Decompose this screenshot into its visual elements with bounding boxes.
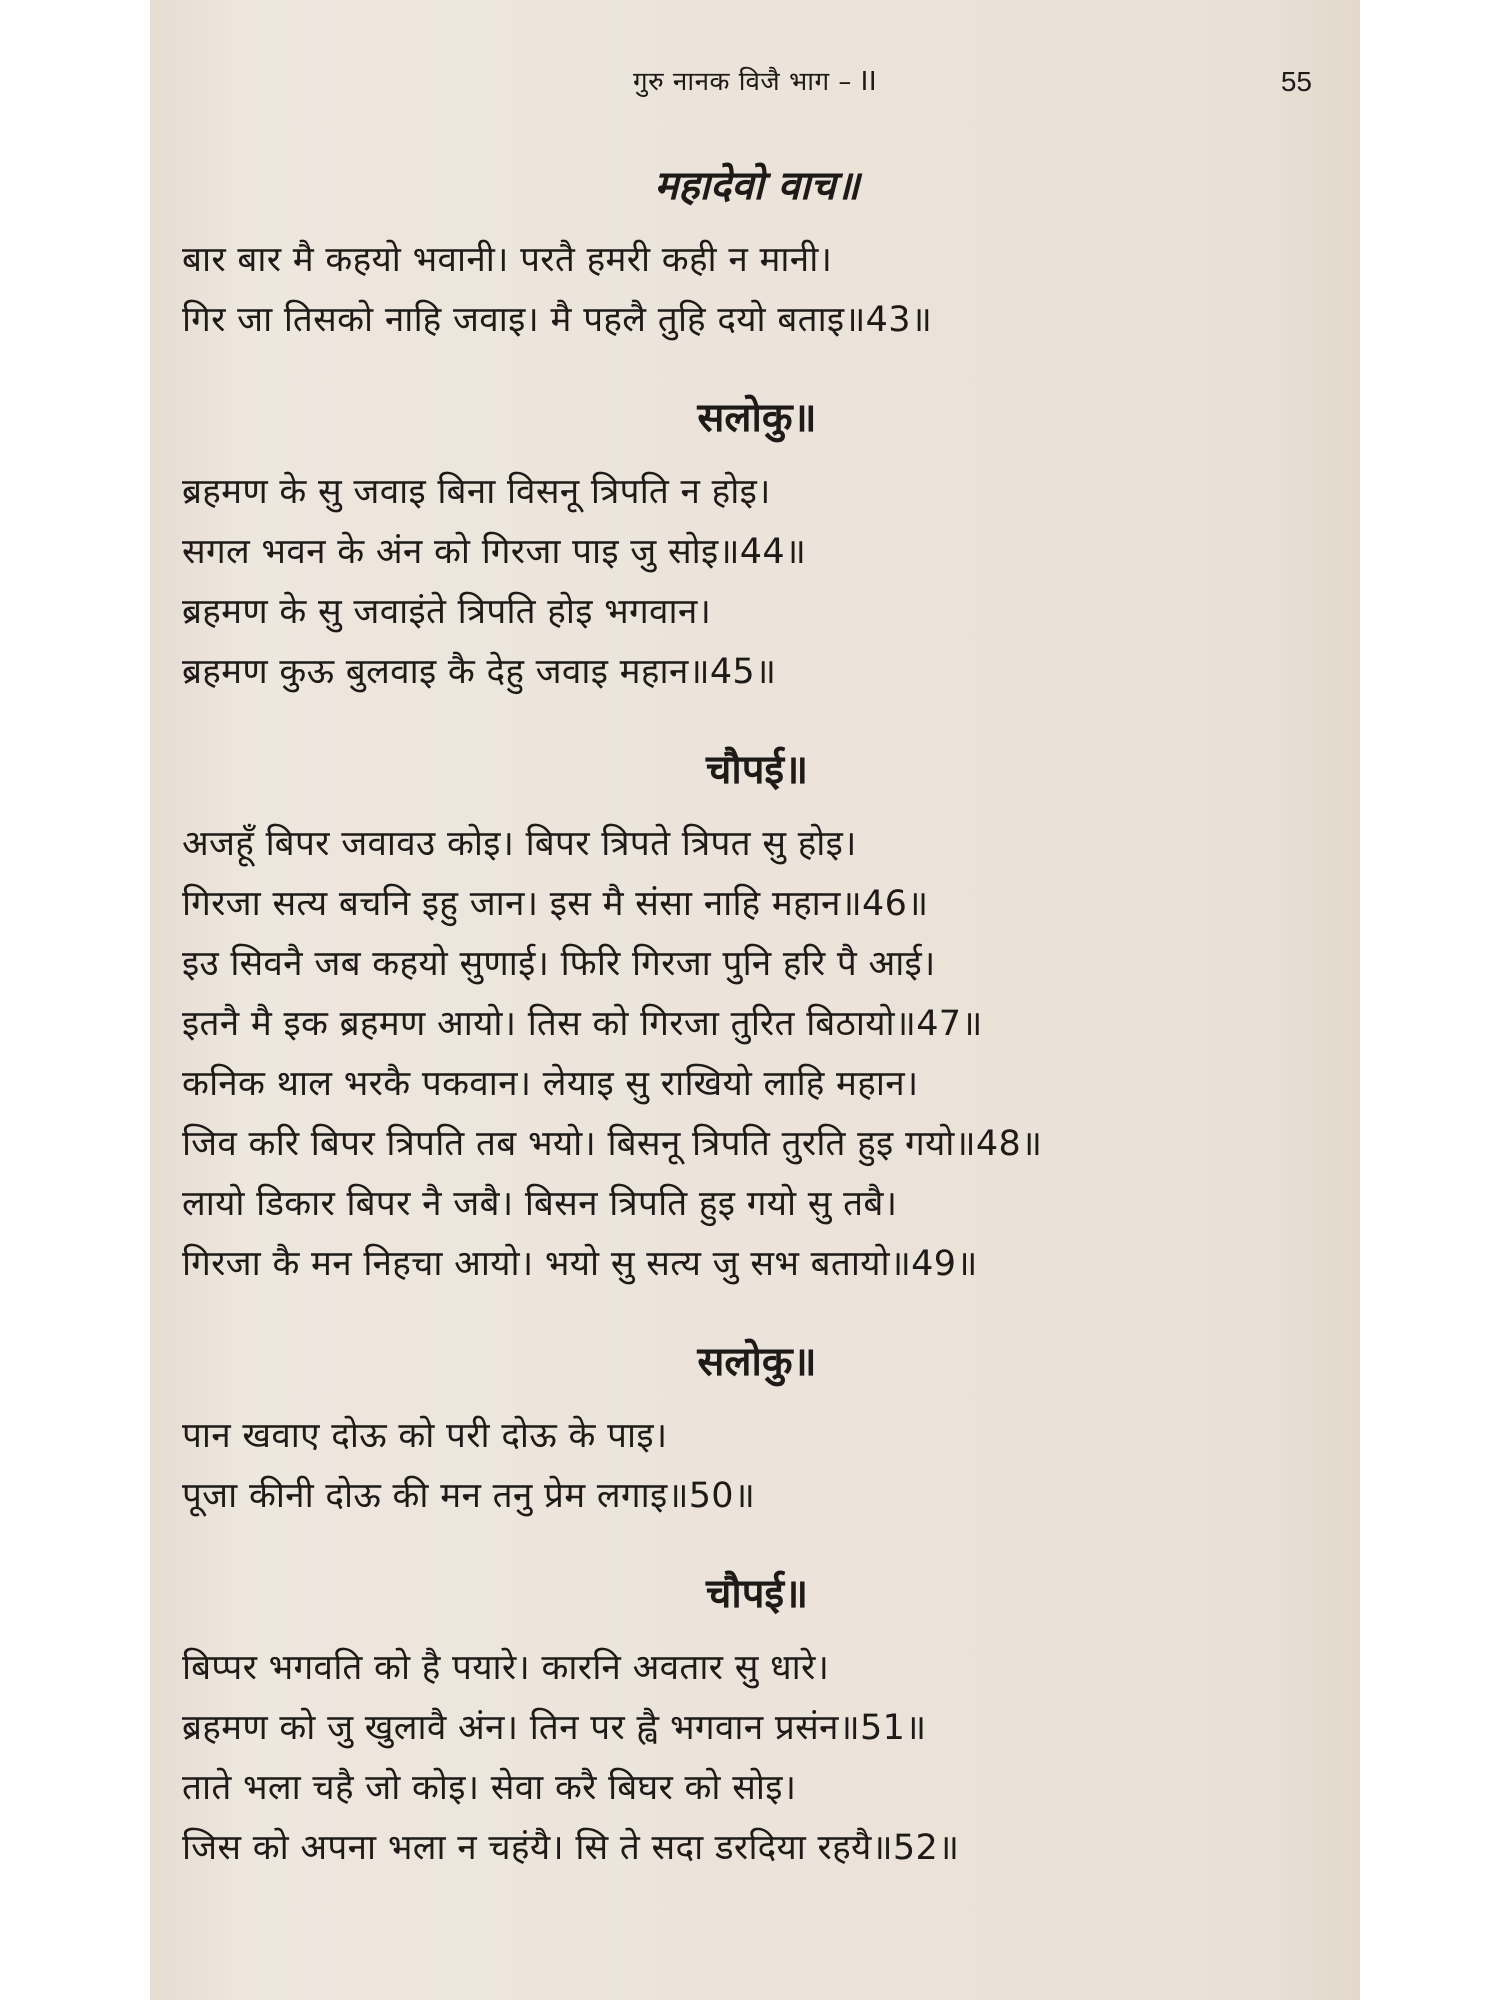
section-heading: सलोकु॥ [697, 1339, 817, 1385]
section-heading: चौपई॥ [705, 747, 809, 793]
verse-line: गिर जा तिसको नाहि जवाइ। मै पहलै तुहि दयो बताइ॥43॥ [182, 300, 933, 340]
verse-line: बार बार मै कहयो भवानी। परतै हमरी कही न मानी। [182, 240, 833, 280]
page-header [150, 62, 1360, 102]
section-chaupai-2 [182, 1568, 1332, 1878]
verse-line: ब्रहमण कुऊ बुलवाइ कै देहु जवाइ महान॥45॥ [182, 652, 777, 692]
verse-line: इतनै मै इक ब्रहमण आयो। तिस को गिरजा तुरित बिठायो॥47॥ [182, 1004, 983, 1044]
verse-line: इउ सिवनै जब कहयो सुणाई। फिरि गिरजा पुनि हरि पै आई। [182, 944, 936, 984]
verse-line: कनिक थाल भरकै पकवान। लेयाइ सु राखियो लाहि महान। [182, 1064, 919, 1104]
section-salok-1 [182, 392, 1332, 702]
verse-line: ताते भला चहै जो कोइ। सेवा करै बिघर को सोइ। [182, 1768, 797, 1808]
verse-line: ब्रहमण के सु जवाइ बिना विसनू त्रिपति न होइ। [182, 472, 771, 512]
verse-line: गिरजा कै मन निहचा आयो। भयो सु सत्य जु सभ बतायो॥49॥ [182, 1244, 978, 1284]
verse-line: अजहूँ बिपर जवावउ कोइ। बिपर त्रिपते त्रिपत सु होइ। [182, 824, 857, 864]
verse-line: जिव करि बिपर त्रिपति तब भयो। बिसनू त्रिपति तुरति हुइ गयो॥48॥ [182, 1124, 1043, 1164]
verse-line: पूजा कीनी दोऊ की मन तनु प्रेम लगाइ॥50॥ [182, 1476, 756, 1516]
verse-line: लायो डिकार बिपर नै जबै। बिसन त्रिपति हुइ गयो सु तबै। [182, 1184, 898, 1224]
page-number: 55 [1280, 66, 1312, 97]
verse-line: बिप्पर भगवति को है पयारे। कारनि अवतार सु धारे। [182, 1648, 830, 1688]
section-heading: सलोकु॥ [697, 395, 817, 441]
verse-line: जिस को अपना भला न चहंयै। सि ते सदा डरदिया रहयै॥52॥ [182, 1828, 960, 1868]
section-chaupai-1 [182, 744, 1332, 1294]
section-heading: चौपई॥ [705, 1571, 809, 1617]
section-salok-2 [182, 1336, 1332, 1526]
running-title: गुरु नानक विजै भाग – II [632, 67, 878, 97]
section-heading: महादेवो वाच॥ [654, 163, 860, 209]
verse-line: ब्रहमण के सु जवाइंते त्रिपति होइ भगवान। [182, 592, 712, 632]
verse-line: गिरजा सत्य बचनि इहु जान। इस मै संसा नाहि महान॥46॥ [182, 884, 929, 924]
book-page [150, 0, 1360, 2000]
verse-line: सगल भवन के अंन को गिरजा पाइ जु सोइ॥44॥ [182, 532, 807, 572]
verse-line: पान खवाए दोऊ को परी दोऊ के पाइ। [182, 1416, 668, 1456]
section-mahadevo-vach [182, 160, 1332, 350]
verse-line: ब्रहमण को जु खुलावै अंन। तिन पर ह्वै भगवान प्रसंन॥51॥ [182, 1708, 927, 1748]
page-body [182, 160, 1332, 1878]
